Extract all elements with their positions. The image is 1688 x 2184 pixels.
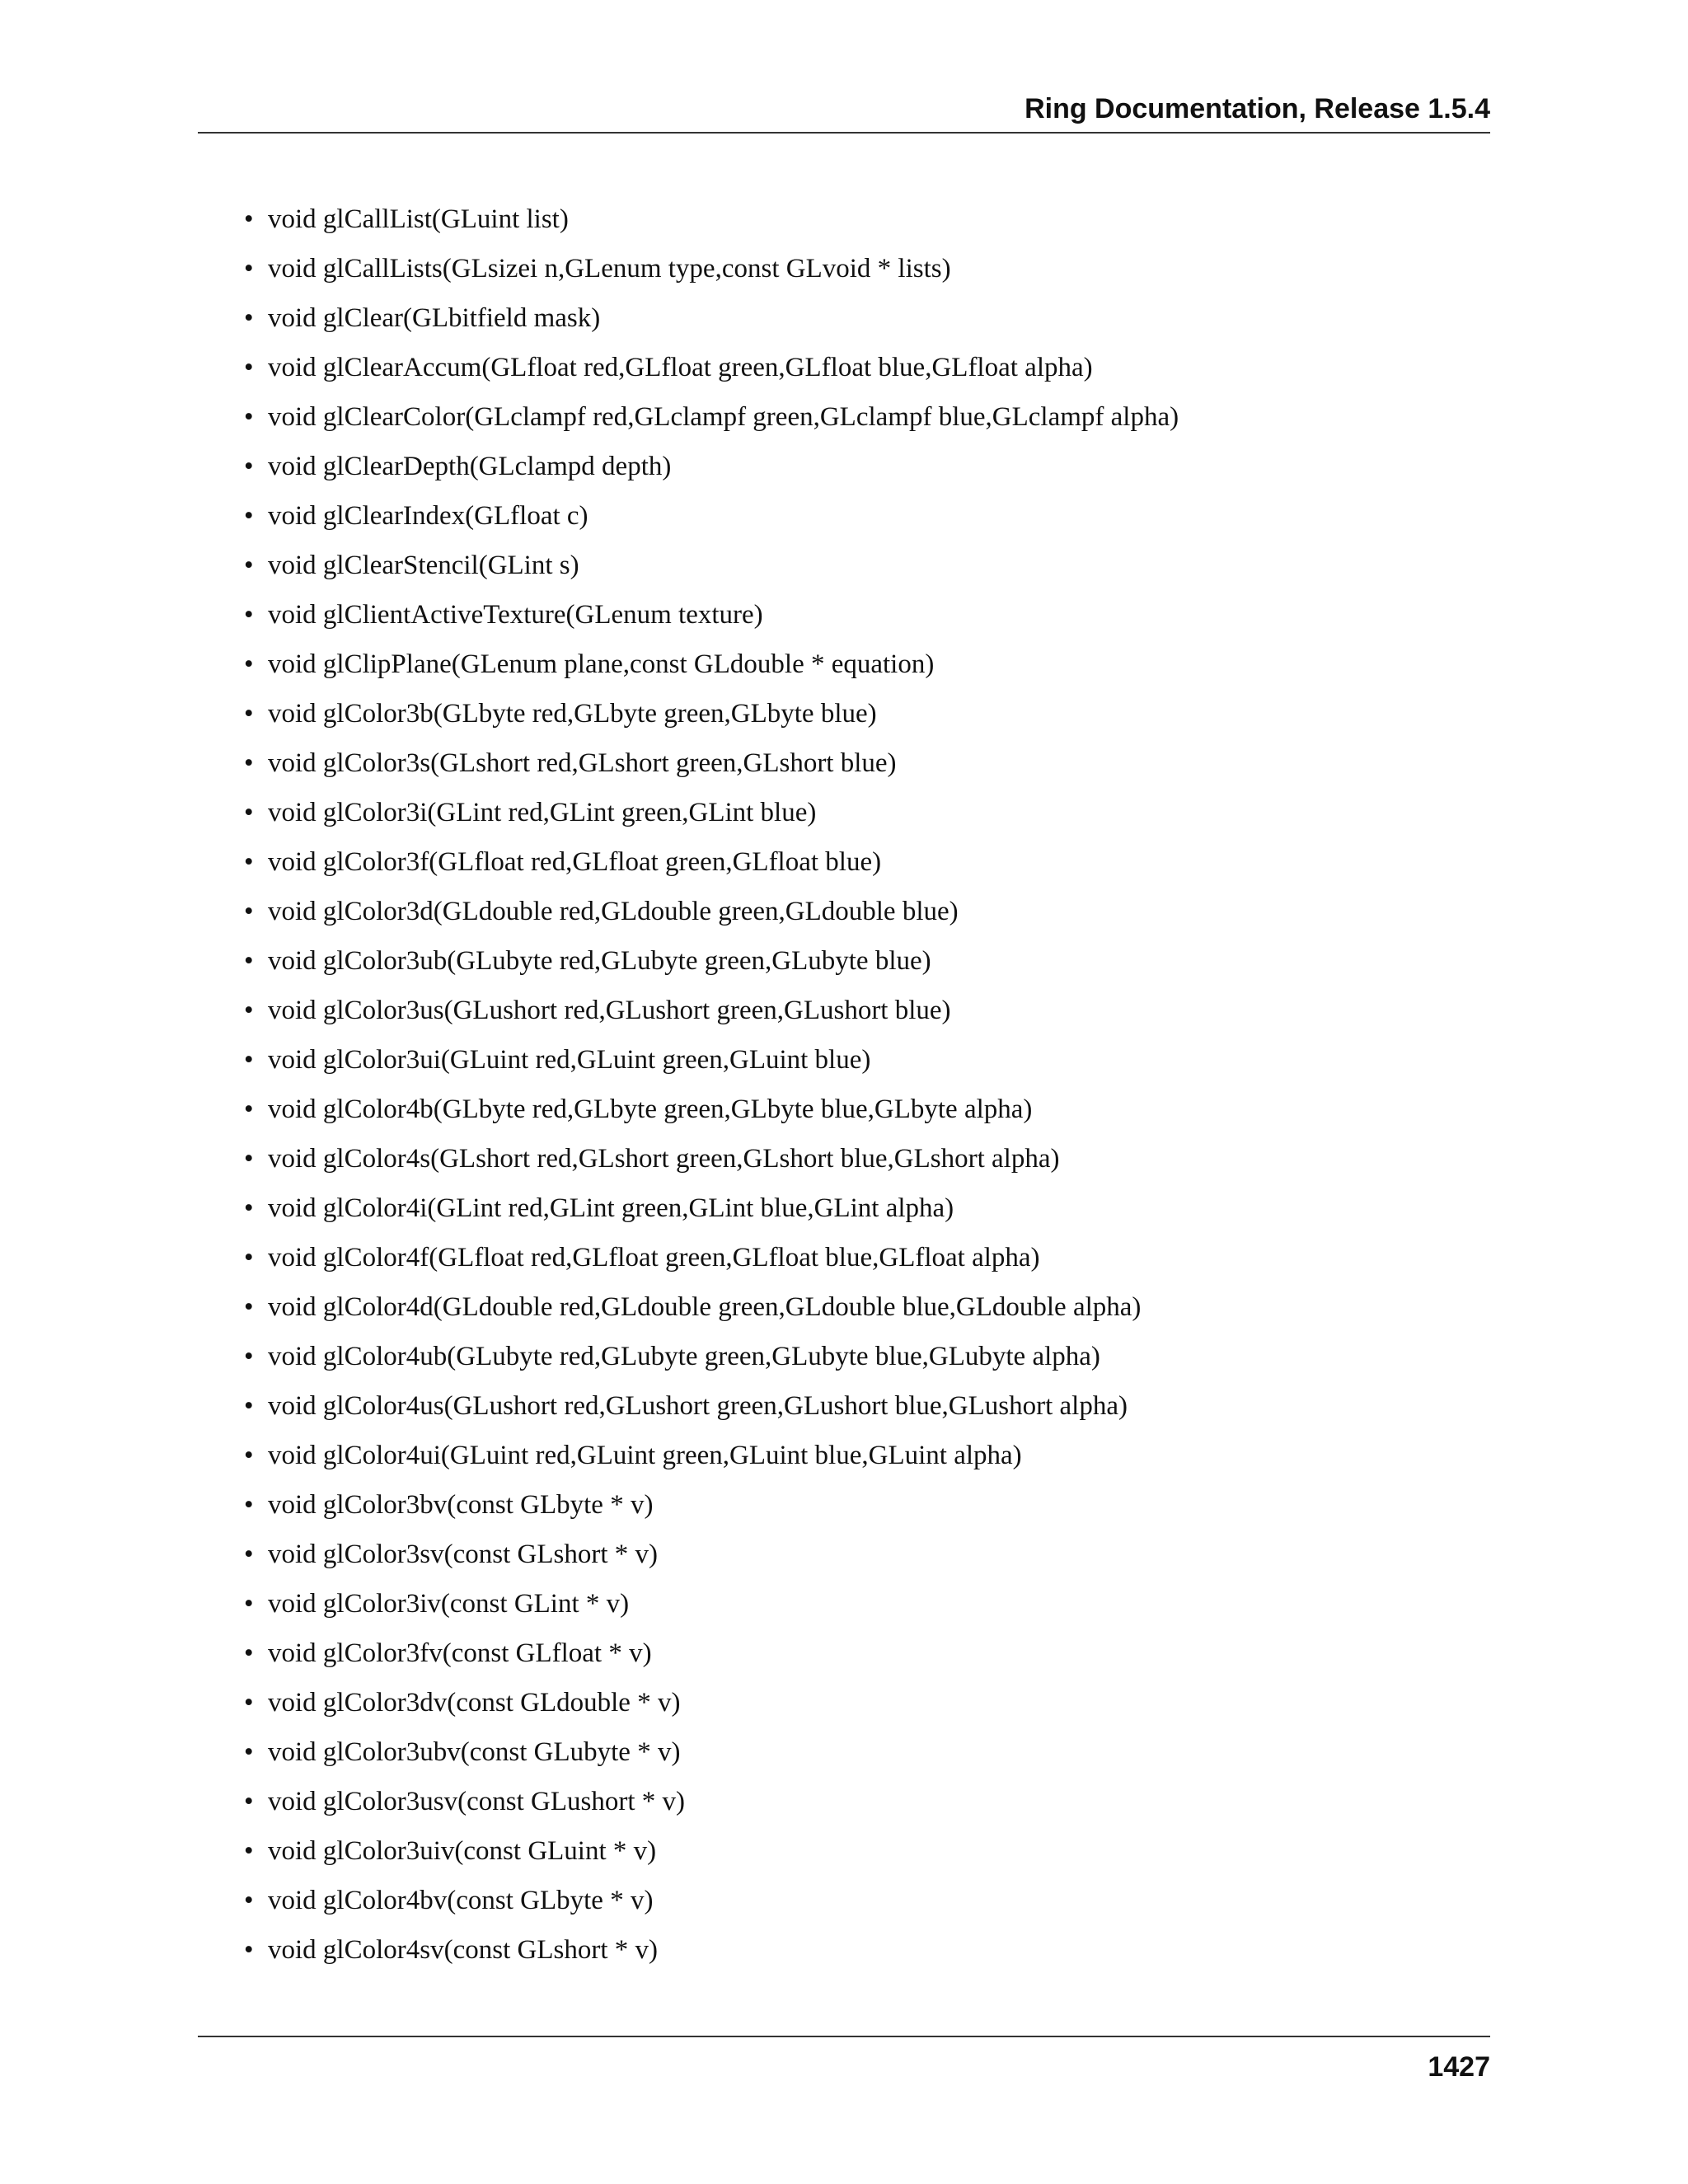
list-item (244, 1332, 1480, 1381)
bullet-icon: • (244, 204, 254, 234)
bullet-icon: • (244, 946, 254, 976)
list-item (244, 837, 1480, 887)
list-item (244, 1381, 1480, 1431)
function-signature: void glColor4d(GLdouble red,GLdouble green,GLdouble blue,GLdouble alpha) (268, 1292, 1142, 1322)
function-signature: void glColor3iv(const GLint * v) (268, 1589, 630, 1619)
function-signature: void glClipPlane(GLenum plane,const GLdouble * equation) (268, 649, 935, 679)
function-signature: void glColor3f(GLfloat red,GLfloat green,GLfloat blue) (268, 847, 882, 877)
list-item (244, 1925, 1480, 1975)
list-item (244, 244, 1480, 293)
bullet-icon: • (244, 1589, 254, 1619)
function-signature: void glClearIndex(GLfloat c) (268, 501, 588, 531)
list-item (244, 788, 1480, 837)
function-signature: void glClear(GLbitfield mask) (268, 303, 601, 333)
function-signature: void glClearColor(GLclampf red,GLclampf green,GLclampf blue,GLclampf alpha) (268, 402, 1179, 432)
bullet-icon: • (244, 1540, 254, 1569)
bullet-icon: • (244, 996, 254, 1025)
bullet-icon: • (244, 303, 254, 333)
bullet-icon: • (244, 1886, 254, 1915)
bullet-icon: • (244, 254, 254, 284)
function-signature: void glColor3d(GLdouble red,GLdouble green,GLdouble blue) (268, 897, 959, 926)
bullet-icon: • (244, 353, 254, 382)
function-signature: void glColor3dv(const GLdouble * v) (268, 1688, 681, 1718)
list-item (244, 689, 1480, 738)
list-item (244, 640, 1480, 689)
list-item (244, 392, 1480, 442)
function-list (244, 194, 1480, 1975)
bullet-icon: • (244, 600, 254, 630)
function-signature: void glColor3uiv(const GLuint * v) (268, 1836, 657, 1866)
list-item (244, 1134, 1480, 1183)
list-item (244, 936, 1480, 986)
list-item (244, 1826, 1480, 1876)
function-signature: void glColor4s(GLshort red,GLshort green,GLshort blue,GLshort alpha) (268, 1144, 1060, 1174)
bullet-icon: • (244, 1292, 254, 1322)
list-item (244, 343, 1480, 392)
function-signature: void glColor4sv(const GLshort * v) (268, 1935, 658, 1965)
function-signature: void glColor3ubv(const GLubyte * v) (268, 1737, 681, 1767)
list-item (244, 590, 1480, 640)
list-item (244, 293, 1480, 343)
bullet-icon: • (244, 1045, 254, 1075)
bullet-icon: • (244, 452, 254, 481)
list-item (244, 887, 1480, 936)
bullet-icon: • (244, 1490, 254, 1520)
bullet-icon: • (244, 1342, 254, 1371)
function-signature: void glColor4i(GLint red,GLint green,GLint blue,GLint alpha) (268, 1193, 954, 1223)
list-item (244, 1777, 1480, 1826)
list-item (244, 541, 1480, 590)
bullet-icon: • (244, 1391, 254, 1421)
bullet-icon: • (244, 501, 254, 531)
bullet-icon: • (244, 1787, 254, 1816)
list-item (244, 1530, 1480, 1579)
list-item (244, 1579, 1480, 1629)
function-signature: void glClearDepth(GLclampd depth) (268, 452, 672, 481)
function-signature: void glColor3us(GLushort red,GLushort green,GLushort blue) (268, 996, 951, 1025)
function-signature: void glColor4ui(GLuint red,GLuint green,GLuint blue,GLuint alpha) (268, 1441, 1022, 1470)
list-item (244, 442, 1480, 491)
bullet-icon: • (244, 1638, 254, 1668)
list-item (244, 1282, 1480, 1332)
bullet-icon: • (244, 897, 254, 926)
function-signature: void glColor3bv(const GLbyte * v) (268, 1490, 654, 1520)
bullet-icon: • (244, 649, 254, 679)
list-item (244, 1233, 1480, 1282)
list-item (244, 1629, 1480, 1678)
function-signature: void glColor3i(GLint red,GLint green,GLint blue) (268, 798, 817, 827)
function-signature: void glColor3ui(GLuint red,GLuint green,GLuint blue) (268, 1045, 871, 1075)
bullet-icon: • (244, 798, 254, 827)
function-signature: void glClientActiveTexture(GLenum texture) (268, 600, 763, 630)
function-signature: void glColor3fv(const GLfloat * v) (268, 1638, 652, 1668)
list-item (244, 491, 1480, 541)
list-item (244, 1678, 1480, 1727)
page-header (198, 91, 1490, 134)
function-signature: void glColor3sv(const GLshort * v) (268, 1540, 658, 1569)
list-item (244, 1035, 1480, 1085)
list-item (244, 1085, 1480, 1134)
bullet-icon: • (244, 1193, 254, 1223)
list-item (244, 1480, 1480, 1530)
bullet-icon: • (244, 847, 254, 877)
page-content (244, 194, 1480, 1975)
function-signature: void glColor3b(GLbyte red,GLbyte green,GLbyte blue) (268, 699, 877, 729)
function-signature: void glClearStencil(GLint s) (268, 551, 579, 580)
function-signature: void glCallLists(GLsizei n,GLenum type,const GLvoid * lists) (268, 254, 951, 284)
bullet-icon: • (244, 1144, 254, 1174)
function-signature: void glColor4us(GLushort red,GLushort green,GLushort blue,GLushort alpha) (268, 1391, 1128, 1421)
function-signature: void glCallList(GLuint list) (268, 204, 569, 234)
function-signature: void glColor4bv(const GLbyte * v) (268, 1886, 654, 1915)
bullet-icon: • (244, 1737, 254, 1767)
function-signature: void glColor3ub(GLubyte red,GLubyte green,GLubyte blue) (268, 946, 931, 976)
list-item (244, 194, 1480, 244)
list-item (244, 986, 1480, 1035)
header-title: Ring Documentation, Release 1.5.4 (1025, 93, 1490, 124)
bullet-icon: • (244, 1935, 254, 1965)
bullet-icon: • (244, 402, 254, 432)
page-number: 1427 (1428, 2051, 1490, 2083)
bullet-icon: • (244, 1836, 254, 1866)
list-item (244, 1431, 1480, 1480)
bullet-icon: • (244, 1441, 254, 1470)
list-item (244, 738, 1480, 788)
bullet-icon: • (244, 748, 254, 778)
function-signature: void glColor3usv(const GLushort * v) (268, 1787, 685, 1816)
bullet-icon: • (244, 551, 254, 580)
function-signature: void glClearAccum(GLfloat red,GLfloat green,GLfloat blue,GLfloat alpha) (268, 353, 1093, 382)
list-item (244, 1183, 1480, 1233)
bullet-icon: • (244, 1243, 254, 1272)
function-signature: void glColor4ub(GLubyte red,GLubyte green,GLubyte blue,GLubyte alpha) (268, 1342, 1100, 1371)
function-signature: void glColor4f(GLfloat red,GLfloat green,GLfloat blue,GLfloat alpha) (268, 1243, 1040, 1272)
bullet-icon: • (244, 1688, 254, 1718)
list-item (244, 1876, 1480, 1925)
list-item (244, 1727, 1480, 1777)
function-signature: void glColor4b(GLbyte red,GLbyte green,GLbyte blue,GLbyte alpha) (268, 1094, 1033, 1124)
bullet-icon: • (244, 1094, 254, 1124)
page-footer (198, 2036, 1490, 2095)
bullet-icon: • (244, 699, 254, 729)
function-signature: void glColor3s(GLshort red,GLshort green,GLshort blue) (268, 748, 897, 778)
